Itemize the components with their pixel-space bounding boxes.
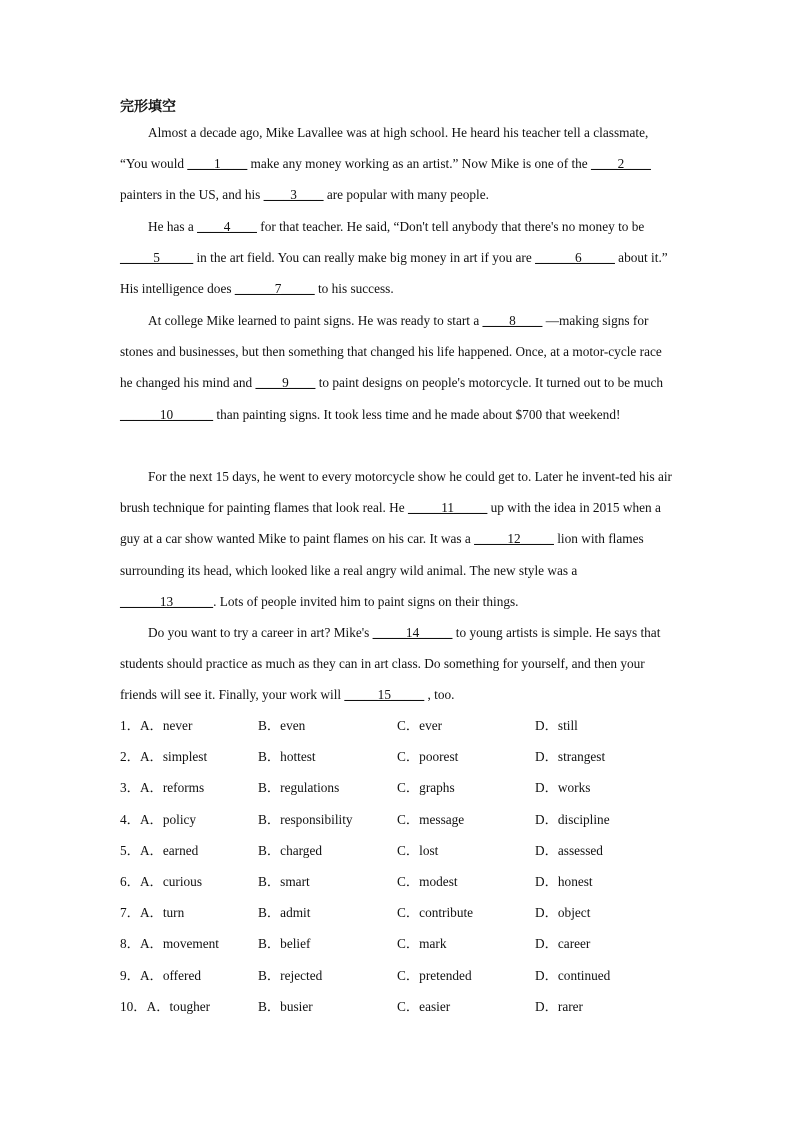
answer-blank: _____5_____ xyxy=(120,250,194,266)
paragraph xyxy=(120,211,676,305)
option-choice: D．object xyxy=(535,905,591,921)
option-choice: 7．A．turn xyxy=(120,905,185,921)
question-options-row xyxy=(120,866,680,897)
answer-blank: ____2____ xyxy=(591,156,651,172)
option-choice: C．easier xyxy=(397,998,451,1014)
paragraph-text: about it.” His intelligence does xyxy=(120,250,668,297)
section-title: 完形填空 xyxy=(120,99,176,115)
option-choice: C．modest xyxy=(397,873,458,889)
question-options-row xyxy=(120,835,680,866)
option-choice: D．discipline xyxy=(535,811,610,827)
option-choice: C．mark xyxy=(397,936,447,952)
answer-blank: _____14_____ xyxy=(372,625,453,640)
option-choice: B．admit xyxy=(258,905,311,921)
question-options-row xyxy=(120,804,680,835)
answer-blank: _____11_____ xyxy=(408,500,488,516)
paragraph-text: He has a xyxy=(148,219,198,234)
question-options-row xyxy=(120,772,680,803)
paragraph-text: are popular with many people. xyxy=(323,187,489,203)
option-choice: B．belief xyxy=(258,936,311,952)
question-options-row xyxy=(120,897,680,928)
paragraph-text: make any money working as an artist.” Now Mike is one of the xyxy=(247,156,592,172)
option-choice: C．pretended xyxy=(397,967,472,983)
option-choice: 1．A．never xyxy=(120,718,193,733)
option-choice: D．strangest xyxy=(535,749,606,765)
paragraph-text: Almost a decade ago, Mike Lavallee was at high school. He heard his teacher tell a classmate, “You would xyxy=(120,125,649,172)
option-choice: 6．A．curious xyxy=(120,873,202,889)
option-choice: C．graphs xyxy=(397,780,455,796)
paragraph xyxy=(120,117,676,211)
option-choice: D．career xyxy=(535,936,591,952)
answer-blank: ______13______ xyxy=(120,593,214,609)
paragraph-text: to young artists is simple. He says that students should practice as much as they can in art class. Do something for yourself, and then your friends will see it. Finally, your work will xyxy=(120,625,661,703)
question-options-row xyxy=(120,710,680,741)
option-choice: D．continued xyxy=(535,967,611,983)
paragraph-text: to his success. xyxy=(314,281,394,297)
paragraph-text: Do you want to try a career in art? Mike's xyxy=(148,625,373,640)
option-choice: D．rarer xyxy=(535,998,583,1014)
answer-blank: _____12_____ xyxy=(474,531,554,547)
option-choice: B．even xyxy=(258,718,306,733)
answer-blank: ____8____ xyxy=(482,313,543,328)
paragraph-text: to paint designs on people's motorcycle. It turned out to be much xyxy=(315,375,664,391)
question-options-row xyxy=(120,741,680,772)
option-choice: 3．A．reforms xyxy=(120,780,205,796)
option-choice: D．honest xyxy=(535,873,593,889)
option-choice: B．responsibility xyxy=(258,811,353,827)
paragraph-text: in the art field. You can really make big money in art if you are xyxy=(193,250,536,266)
answer-blank: ____4____ xyxy=(197,219,257,234)
paragraph-text: up with the idea in 2015 when a guy at a car show wanted Mike to paint flames on his car. It was a xyxy=(120,500,661,547)
paragraph-text: for that teacher. He said, “Don't tell anybody that there's no money to be xyxy=(256,219,645,234)
paragraph-text: lion with flames surrounding its head, which looked like a real angry wild animal. The new style was a xyxy=(120,531,644,578)
paragraph-text: —making signs for stones and businesses, but then something that changed his life happened. Once, at a motor-cycle race he changed his mind and xyxy=(120,313,662,391)
answer-blank: ____9____ xyxy=(255,375,316,391)
paragraph-text: . Lots of people invited him to paint signs on their things. xyxy=(213,593,519,609)
option-choice: 8．A．movement xyxy=(120,936,219,952)
answer-blank: ______7_____ xyxy=(234,281,315,297)
answer-blank: _____15_____ xyxy=(344,687,425,703)
option-choice: B．hottest xyxy=(258,749,316,765)
question-options-row xyxy=(120,928,680,959)
paragraph-text: , too. xyxy=(424,687,455,703)
option-choice: C．contribute xyxy=(397,905,474,921)
answer-blank: ____3____ xyxy=(263,187,324,203)
question-options-row xyxy=(120,991,680,1022)
answer-blank: ____1____ xyxy=(187,156,248,172)
option-choice: 10．A．tougher xyxy=(120,998,211,1014)
option-choice: B．regulations xyxy=(258,780,340,796)
option-choice: B．busier xyxy=(258,998,313,1014)
paragraph xyxy=(120,461,676,617)
paragraph-text: For the next 15 days, he went to every motorcycle show he could get to. Later he invent-ted his air brush technique for painting flames that look real. He xyxy=(120,469,672,516)
option-choice: 4．A．policy xyxy=(120,811,197,827)
options-list xyxy=(120,710,680,1022)
option-choice: D．works xyxy=(535,780,591,796)
paragraph-text: At college Mike learned to paint signs. He was ready to start a xyxy=(148,313,483,328)
paragraph xyxy=(120,305,676,430)
option-choice: B．smart xyxy=(258,873,310,889)
option-choice: 9．A．offered xyxy=(120,967,201,983)
paragraph-text: painters in the US, and his xyxy=(120,187,264,203)
option-choice: 2．A．simplest xyxy=(120,749,208,765)
paragraph xyxy=(120,617,676,711)
option-choice: C．lost xyxy=(397,842,439,858)
option-choice: B．charged xyxy=(258,842,323,858)
option-choice: B．rejected xyxy=(258,967,323,983)
option-choice: D．still xyxy=(535,718,578,733)
answer-blank: ______6_____ xyxy=(535,250,615,266)
option-choice: 5．A．earned xyxy=(120,842,199,858)
option-choice: D．assessed xyxy=(535,842,603,858)
paragraph-text: than painting signs. It took less time and he made about $700 that weekend! xyxy=(213,406,621,422)
question-options-row xyxy=(120,960,680,991)
answer-blank: ______10______ xyxy=(120,406,214,422)
option-choice: C．poorest xyxy=(397,749,459,765)
option-choice: C．message xyxy=(397,811,465,827)
option-choice: C．ever xyxy=(397,718,443,733)
